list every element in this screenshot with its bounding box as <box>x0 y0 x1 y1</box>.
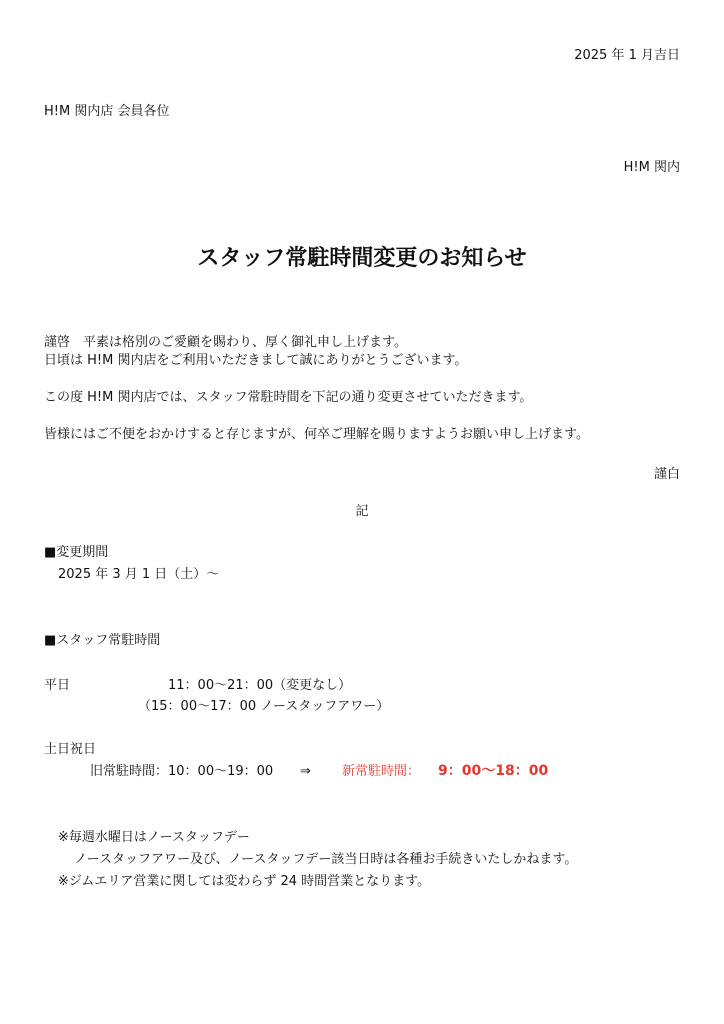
new-hours-label: 新常駐時間： <box>342 764 421 779</box>
weekday-label: 平日 <box>44 678 71 693</box>
recipient: H!M 関内店 会員各位 <box>44 104 170 119</box>
change-period-value: 2025 年 3 月 1 日（土）～ <box>58 567 220 582</box>
staff-hours-heading: ■スタッフ常駐時間 <box>44 633 161 648</box>
closing: 謹白 <box>653 467 680 482</box>
weekday-time: 11：00～21：00（変更なし） <box>168 678 352 693</box>
arrow-icon: ⇒ <box>300 764 311 779</box>
ki-heading: 記 <box>355 504 369 519</box>
weekday-note: （15：00～17：00 ノースタッフアワー） <box>138 699 390 714</box>
change-period-heading: ■変更期間 <box>44 545 109 560</box>
new-hours-time: 9：00～18：00 <box>438 763 549 779</box>
note-no-procedures: ノースタッフアワー及び、ノースタッフデー該当日時は各種お手続きいたしかねます。 <box>74 852 578 867</box>
note-gym-24h: ※ジムエリア営業に関しては変わらず 24 時間営業となります。 <box>58 874 431 889</box>
document-date: 2025 年 1 月吉日 <box>574 48 680 63</box>
weekend-label: 土日祝日 <box>44 742 97 757</box>
body-line-announcement: この度 H!M 関内店では、スタッフ常駐時間を下記の通り変更させていただきます。 <box>44 390 533 405</box>
body-line-apology: 皆様にはご不便をおかけすると存じますが、何卒ご理解を賜りますようお願い申し上げます。 <box>44 427 589 442</box>
note-no-staff-day: ※毎週水曜日はノースタッフデー <box>58 830 250 845</box>
old-hours: 旧常駐時間：10：00～19：00 <box>90 764 274 779</box>
body-line-greeting: 謹啓 平素は格別のご愛顧を賜わり、厚く御礼申し上げます。 <box>44 335 407 350</box>
page-title: スタッフ常駐時間変更のお知らせ <box>197 246 527 271</box>
body-line-thanks: 日頃は H!M 関内店をご利用いただきまして誠にありがとうございます。 <box>44 353 468 368</box>
sender: H!M 関内 <box>623 160 680 175</box>
